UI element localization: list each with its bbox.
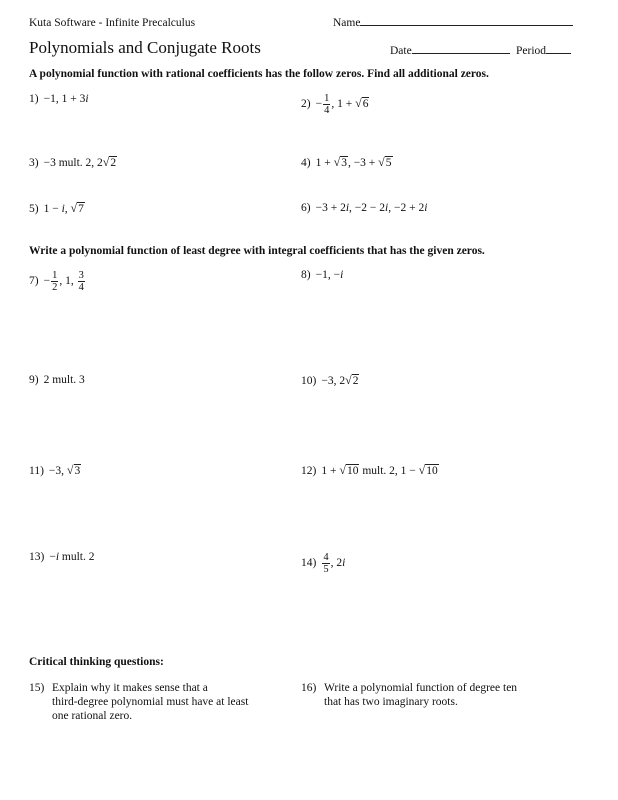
- problem-9: 9) 2 mult. 3: [29, 374, 85, 386]
- date-field[interactable]: [390, 45, 510, 57]
- problem-12: 12) 1 + √10 mult. 2, 1 − √10: [301, 463, 438, 477]
- square-root: √10: [339, 463, 359, 477]
- problem-11: 11) −3, √3: [29, 463, 81, 477]
- fraction: $\frac{1}{4}$: [324, 93, 330, 116]
- square-root: √5: [378, 155, 392, 169]
- fraction: $\frac{3}{4}$: [78, 270, 84, 293]
- square-root: √10: [418, 463, 438, 477]
- problem-6-zeros: −3 + 2i, −2 − 2i, −2 + 2i: [315, 202, 428, 214]
- worksheet-title: Polynomials and Conjugate Roots: [29, 38, 261, 57]
- square-root: √2: [102, 155, 117, 169]
- square-root: √6: [355, 96, 369, 111]
- critical-thinking-heading: Critical thinking questions:: [29, 656, 164, 668]
- section2-instructions: Write a polynomial function of least degree with integral coefficients that has the given zeros.: [29, 245, 485, 257]
- square-root: √3: [333, 155, 347, 169]
- problem-4: 4) 1 + √3, −3 + √5: [301, 155, 392, 169]
- fraction: $\frac{1}{2}$: [52, 270, 58, 293]
- name-label: Name: [333, 17, 361, 29]
- problem-13: 13) −i mult. 2: [29, 551, 95, 563]
- name-blank-line: [360, 24, 573, 26]
- period-blank-line: [546, 52, 571, 54]
- date-label: Date: [390, 45, 412, 57]
- section1-instructions: A polynomial function with rational coefficients has the follow zeros. Find all additional zeros.: [29, 68, 489, 80]
- date-blank-line: [412, 52, 510, 54]
- problem-5: 5) 1 − i, √7: [29, 201, 84, 215]
- problem-1-zeros: −1, 1 + 3i: [43, 93, 89, 105]
- square-root: √3: [66, 463, 81, 477]
- square-root: √7: [70, 201, 84, 215]
- problem-2: 2) − $\frac{1}{4}$ , 1 + √6: [301, 93, 369, 116]
- publisher-label: Kuta Software - Infinite Precalculus: [29, 17, 196, 29]
- problem-16: 16) Write a polynomial function of degree ten that has two imaginary roots.: [301, 682, 518, 708]
- problem-1: 1) −1, 1 + 3i: [29, 93, 89, 105]
- name-field[interactable]: [333, 17, 573, 29]
- problem-3: 3) −3 mult. 2, 2√2: [29, 155, 117, 169]
- period-label: Period: [516, 45, 547, 57]
- problem-8: 8) −1, −i: [301, 269, 344, 281]
- problem-15: 15) Explain why it makes sense that a third-degree polynomial must have at least one rational zero.: [29, 682, 249, 722]
- period-field[interactable]: [516, 45, 571, 57]
- problem-9-zeros: 2 mult. 3: [43, 374, 85, 386]
- problem-7: 7) − $\frac{1}{2}$ , 1, $\frac{3}{4}$: [29, 270, 84, 293]
- fraction: $\frac{4}{5}$: [323, 552, 329, 575]
- problem-10: 10) −3, 2√2: [301, 373, 359, 387]
- problem-14: 14) $\frac{4}{5}$ , 2i: [301, 552, 346, 575]
- square-root: √2: [345, 373, 359, 387]
- problem-6: 6) −3 + 2i, −2 − 2i, −2 + 2i: [301, 202, 428, 214]
